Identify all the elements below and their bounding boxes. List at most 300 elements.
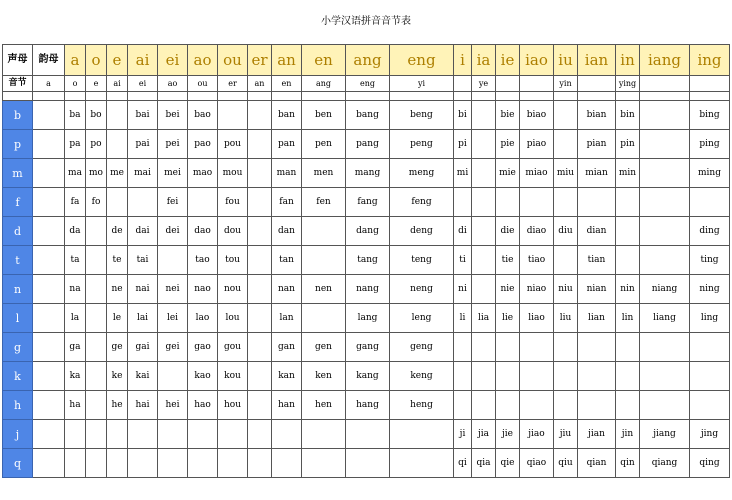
initial-label: b: [3, 101, 33, 130]
syllable-cell: mao: [188, 159, 218, 188]
syllable-cell: [454, 391, 472, 420]
syllable-cell: ling: [690, 304, 730, 333]
syllable-cell: tan: [272, 246, 302, 275]
syllable-cell: leng: [390, 304, 454, 333]
syllable-cell: fo: [86, 188, 107, 217]
syllable-cell: ba: [65, 101, 86, 130]
syllable-cell: men: [302, 159, 346, 188]
syllable-cell: meng: [390, 159, 454, 188]
syllable-cell: [218, 420, 248, 449]
syllable-cell: ma: [65, 159, 86, 188]
syllable-cell: tai: [128, 246, 158, 275]
final-header-ou: ou: [218, 45, 248, 76]
syllable-cell: [554, 391, 578, 420]
finals-header-row: [3, 45, 730, 76]
syllable-cell: [86, 333, 107, 362]
syllable-cell: ben: [302, 101, 346, 130]
syllable-cell: [248, 362, 272, 391]
final-header-ai: ai: [128, 45, 158, 76]
initial-label: q: [3, 449, 33, 478]
syllable-cell: [640, 217, 690, 246]
syllable-cell: ka: [65, 362, 86, 391]
standalone-syllable: e: [86, 76, 107, 92]
syllable-cell: pian: [578, 130, 616, 159]
syllable-cell: [472, 101, 496, 130]
syllable-cell: hen: [302, 391, 346, 420]
final-header-iang: iang: [640, 45, 690, 76]
syllable-cell: nai: [128, 275, 158, 304]
syllable-cell: tian: [578, 246, 616, 275]
standalone-syllable: er: [218, 76, 248, 92]
syllable-cell: tiao: [520, 246, 554, 275]
syllable-cell: [472, 333, 496, 362]
syllable-cell: dian: [578, 217, 616, 246]
final-header-ia: ia: [472, 45, 496, 76]
syllable-cell: [188, 420, 218, 449]
syllable-cell: jiu: [554, 420, 578, 449]
syllable-cell: [188, 449, 218, 478]
syllable-cell: bei: [158, 101, 188, 130]
syllable-cell: dou: [218, 217, 248, 246]
final-header-ian: ian: [578, 45, 616, 76]
syllable-cell: [496, 188, 520, 217]
syllable-cell: lao: [188, 304, 218, 333]
syllable-cell: pei: [158, 130, 188, 159]
syllable-cell: [454, 188, 472, 217]
standalone-syllable: yin: [554, 76, 578, 92]
initial-label: d: [3, 217, 33, 246]
syllable-cell: gan: [272, 333, 302, 362]
syllable-cell: pa: [65, 130, 86, 159]
syllable-cell: [640, 362, 690, 391]
syllable-cell: [616, 391, 640, 420]
syllable-cell: mou: [218, 159, 248, 188]
syllable-cell: [302, 449, 346, 478]
syllable-cell: [248, 420, 272, 449]
final-header-er: er: [248, 45, 272, 76]
syllable-cell: [158, 246, 188, 275]
standalone-syllable: eng: [346, 76, 390, 92]
syllable-cell: ha: [65, 391, 86, 420]
syllable-cell: [640, 333, 690, 362]
syllable-cell: gou: [218, 333, 248, 362]
initial-row-j: [3, 420, 730, 449]
spacer-cell: [390, 92, 454, 101]
syllable-row-header: 音节: [3, 76, 33, 92]
initial-row-f: [3, 188, 730, 217]
final-header-i: i: [454, 45, 472, 76]
final-header-o: o: [86, 45, 107, 76]
initial-row-t: [3, 246, 730, 275]
initial-label: t: [3, 246, 33, 275]
syllable-cell: ne: [107, 275, 128, 304]
empty-cell: [33, 449, 65, 478]
syllable-cell: hai: [128, 391, 158, 420]
syllable-cell: po: [86, 130, 107, 159]
syllable-cell: [690, 333, 730, 362]
syllable-cell: [472, 217, 496, 246]
syllable-cell: nie: [496, 275, 520, 304]
syllable-cell: fa: [65, 188, 86, 217]
syllable-cell: [346, 449, 390, 478]
syllable-cell: [86, 275, 107, 304]
syllable-cell: piao: [520, 130, 554, 159]
final-header-ei: ei: [158, 45, 188, 76]
spacer-cell: [65, 92, 86, 101]
spacer-cell: [554, 92, 578, 101]
syllable-cell: [640, 188, 690, 217]
syllable-cell: lia: [472, 304, 496, 333]
empty-cell: [33, 217, 65, 246]
syllable-cell: [158, 362, 188, 391]
syllable-cell: niang: [640, 275, 690, 304]
syllable-cell: lou: [218, 304, 248, 333]
syllable-cell: geng: [390, 333, 454, 362]
syllable-cell: [158, 449, 188, 478]
syllable-cell: [188, 188, 218, 217]
syllable-cell: diu: [554, 217, 578, 246]
syllable-cell: pang: [346, 130, 390, 159]
syllable-cell: [248, 130, 272, 159]
initial-label: f: [3, 188, 33, 217]
syllable-cell: [86, 449, 107, 478]
final-header-an: an: [272, 45, 302, 76]
syllable-cell: [616, 362, 640, 391]
syllable-cell: qiao: [520, 449, 554, 478]
syllable-cell: lin: [616, 304, 640, 333]
standalone-syllable: [454, 76, 472, 92]
syllable-cell: lan: [272, 304, 302, 333]
syllable-cell: bi: [454, 101, 472, 130]
syllable-cell: jiang: [640, 420, 690, 449]
syllable-cell: bin: [616, 101, 640, 130]
syllable-cell: tou: [218, 246, 248, 275]
syllable-cell: [496, 333, 520, 362]
syllable-cell: pan: [272, 130, 302, 159]
syllable-cell: [65, 420, 86, 449]
syllable-cell: ga: [65, 333, 86, 362]
syllable-cell: liu: [554, 304, 578, 333]
initial-label: g: [3, 333, 33, 362]
spacer-cell: [33, 92, 65, 101]
syllable-cell: ken: [302, 362, 346, 391]
syllable-cell: [554, 188, 578, 217]
syllable-cell: [472, 275, 496, 304]
standalone-syllable: [578, 76, 616, 92]
syllable-cell: [578, 362, 616, 391]
final-header-eng: eng: [390, 45, 454, 76]
syllable-cell: [472, 159, 496, 188]
syllable-cell: qia: [472, 449, 496, 478]
standalone-syllable: an: [248, 76, 272, 92]
standalone-syllable: yi: [390, 76, 454, 92]
syllable-cell: [128, 420, 158, 449]
syllable-cell: tao: [188, 246, 218, 275]
spacer-cell: [107, 92, 128, 101]
syllable-cell: ming: [690, 159, 730, 188]
syllable-cell: nang: [346, 275, 390, 304]
syllable-cell: [218, 449, 248, 478]
initial-label: p: [3, 130, 33, 159]
syllable-cell: [248, 333, 272, 362]
syllable-cell: [390, 420, 454, 449]
syllable-cell: biao: [520, 101, 554, 130]
syllable-cell: [690, 362, 730, 391]
syllable-cell: jie: [496, 420, 520, 449]
empty-cell: [33, 362, 65, 391]
syllable-cell: hang: [346, 391, 390, 420]
final-header-a: a: [65, 45, 86, 76]
syllable-cell: bai: [128, 101, 158, 130]
syllable-cell: [496, 391, 520, 420]
standalone-syllable: [520, 76, 554, 92]
standalone-syllable: [640, 76, 690, 92]
syllable-cell: lang: [346, 304, 390, 333]
syllable-cell: mian: [578, 159, 616, 188]
syllable-cell: [86, 217, 107, 246]
syllable-cell: [616, 188, 640, 217]
syllable-cell: [248, 217, 272, 246]
syllable-cell: kang: [346, 362, 390, 391]
syllable-cell: [302, 420, 346, 449]
syllable-cell: ping: [690, 130, 730, 159]
syllable-cell: nan: [272, 275, 302, 304]
syllable-cell: fei: [158, 188, 188, 217]
syllable-cell: pin: [616, 130, 640, 159]
spacer-cell: [346, 92, 390, 101]
syllable-cell: lie: [496, 304, 520, 333]
spacer-cell: [158, 92, 188, 101]
final-header-in: in: [616, 45, 640, 76]
syllable-cell: diao: [520, 217, 554, 246]
syllable-cell: [472, 188, 496, 217]
syllable-cell: qiu: [554, 449, 578, 478]
syllable-cell: [690, 188, 730, 217]
syllable-cell: lei: [158, 304, 188, 333]
syllable-cell: [248, 391, 272, 420]
syllable-cell: deng: [390, 217, 454, 246]
syllable-cell: fan: [272, 188, 302, 217]
initial-row-b: [3, 101, 730, 130]
syllable-cell: fang: [346, 188, 390, 217]
syllable-cell: niu: [554, 275, 578, 304]
initial-row-m: [3, 159, 730, 188]
syllable-cell: he: [107, 391, 128, 420]
syllable-cell: [472, 391, 496, 420]
initial-label: m: [3, 159, 33, 188]
syllable-cell: jin: [616, 420, 640, 449]
syllable-cell: [272, 449, 302, 478]
initial-label: j: [3, 420, 33, 449]
syllable-cell: me: [107, 159, 128, 188]
standalone-syllable-row: [3, 76, 730, 92]
syllable-cell: di: [454, 217, 472, 246]
spacer-cell: [188, 92, 218, 101]
syllable-cell: gang: [346, 333, 390, 362]
empty-cell: [33, 304, 65, 333]
syllable-cell: [390, 449, 454, 478]
standalone-syllable: [496, 76, 520, 92]
syllable-cell: [302, 246, 346, 275]
syllable-table: [2, 44, 730, 478]
syllable-cell: [248, 101, 272, 130]
syllable-cell: [248, 159, 272, 188]
syllable-cell: qin: [616, 449, 640, 478]
initial-row-g: [3, 333, 730, 362]
syllable-cell: mo: [86, 159, 107, 188]
syllable-cell: gen: [302, 333, 346, 362]
syllable-cell: niao: [520, 275, 554, 304]
syllable-cell: [472, 362, 496, 391]
syllable-cell: man: [272, 159, 302, 188]
final-header-ie: ie: [496, 45, 520, 76]
syllable-cell: bian: [578, 101, 616, 130]
syllable-cell: keng: [390, 362, 454, 391]
syllable-cell: pi: [454, 130, 472, 159]
empty-cell: [33, 333, 65, 362]
syllable-cell: [554, 246, 578, 275]
syllable-cell: [248, 246, 272, 275]
initial-row-h: [3, 391, 730, 420]
initial-label: h: [3, 391, 33, 420]
syllable-cell: bao: [188, 101, 218, 130]
syllable-cell: peng: [390, 130, 454, 159]
empty-cell: [33, 188, 65, 217]
syllable-cell: te: [107, 246, 128, 275]
syllable-cell: pen: [302, 130, 346, 159]
syllable-cell: [272, 420, 302, 449]
syllable-cell: [86, 362, 107, 391]
syllable-cell: dai: [128, 217, 158, 246]
syllable-cell: bang: [346, 101, 390, 130]
spacer-cell: [302, 92, 346, 101]
syllable-cell: nian: [578, 275, 616, 304]
syllable-cell: liang: [640, 304, 690, 333]
syllable-cell: lian: [578, 304, 616, 333]
syllable-cell: la: [65, 304, 86, 333]
final-header-e: e: [107, 45, 128, 76]
syllable-cell: [554, 362, 578, 391]
syllable-cell: [520, 362, 554, 391]
syllable-cell: fou: [218, 188, 248, 217]
syllable-cell: nei: [158, 275, 188, 304]
syllable-cell: [616, 246, 640, 275]
syllable-cell: [86, 420, 107, 449]
syllable-cell: jing: [690, 420, 730, 449]
syllable-cell: ta: [65, 246, 86, 275]
spacer-cell: [690, 92, 730, 101]
syllable-cell: [640, 101, 690, 130]
initial-row-k: [3, 362, 730, 391]
syllable-cell: feng: [390, 188, 454, 217]
standalone-syllable: [690, 76, 730, 92]
syllable-cell: dang: [346, 217, 390, 246]
spacer-cell: [616, 92, 640, 101]
syllable-cell: pou: [218, 130, 248, 159]
initial-row-l: [3, 304, 730, 333]
syllable-cell: mi: [454, 159, 472, 188]
initial-row-p: [3, 130, 730, 159]
syllable-cell: mie: [496, 159, 520, 188]
syllable-cell: kou: [218, 362, 248, 391]
syllable-cell: [86, 391, 107, 420]
syllable-cell: [554, 130, 578, 159]
syllable-cell: qian: [578, 449, 616, 478]
empty-cell: [33, 246, 65, 275]
syllable-cell: pao: [188, 130, 218, 159]
page-title: 小学汉语拼音音节表: [321, 16, 411, 27]
spacer-cell: [640, 92, 690, 101]
syllable-cell: [302, 217, 346, 246]
syllable-cell: [640, 159, 690, 188]
syllable-cell: [520, 188, 554, 217]
syllable-cell: pai: [128, 130, 158, 159]
syllable-cell: [640, 246, 690, 275]
finals-row-header: 韵母: [33, 45, 65, 76]
syllable-cell: ning: [690, 275, 730, 304]
syllable-cell: [616, 217, 640, 246]
syllable-cell: beng: [390, 101, 454, 130]
syllable-cell: [128, 188, 158, 217]
syllable-cell: [554, 333, 578, 362]
syllable-cell: gei: [158, 333, 188, 362]
syllable-cell: [248, 275, 272, 304]
syllable-cell: jiao: [520, 420, 554, 449]
syllable-cell: dao: [188, 217, 218, 246]
syllable-cell: nao: [188, 275, 218, 304]
syllable-cell: [554, 101, 578, 130]
syllable-cell: miu: [554, 159, 578, 188]
syllable-cell: teng: [390, 246, 454, 275]
spacer-cell: [578, 92, 616, 101]
syllable-cell: die: [496, 217, 520, 246]
syllable-cell: nen: [302, 275, 346, 304]
spacer-cell: [520, 92, 554, 101]
final-header-en: en: [302, 45, 346, 76]
syllable-cell: [454, 333, 472, 362]
final-header-iao: iao: [520, 45, 554, 76]
syllable-cell: hou: [218, 391, 248, 420]
standalone-syllable: ei: [128, 76, 158, 92]
syllable-cell: [218, 101, 248, 130]
initials-column-header: 声母: [3, 45, 33, 76]
spacer-cell: [3, 92, 33, 101]
syllable-cell: [158, 420, 188, 449]
syllable-cell: tang: [346, 246, 390, 275]
syllable-cell: [107, 420, 128, 449]
syllable-cell: [578, 391, 616, 420]
syllable-cell: jia: [472, 420, 496, 449]
standalone-syllable: en: [272, 76, 302, 92]
syllable-cell: pie: [496, 130, 520, 159]
syllable-cell: jian: [578, 420, 616, 449]
syllable-cell: [616, 333, 640, 362]
final-header-iu: iu: [554, 45, 578, 76]
syllable-cell: miao: [520, 159, 554, 188]
syllable-cell: [472, 246, 496, 275]
syllable-cell: dan: [272, 217, 302, 246]
syllable-cell: na: [65, 275, 86, 304]
syllable-cell: [128, 449, 158, 478]
syllable-cell: hao: [188, 391, 218, 420]
standalone-syllable: ai: [107, 76, 128, 92]
syllable-cell: [248, 188, 272, 217]
syllable-cell: [248, 449, 272, 478]
initial-row-q: [3, 449, 730, 478]
empty-cell: [33, 130, 65, 159]
syllable-cell: bo: [86, 101, 107, 130]
syllable-cell: ti: [454, 246, 472, 275]
